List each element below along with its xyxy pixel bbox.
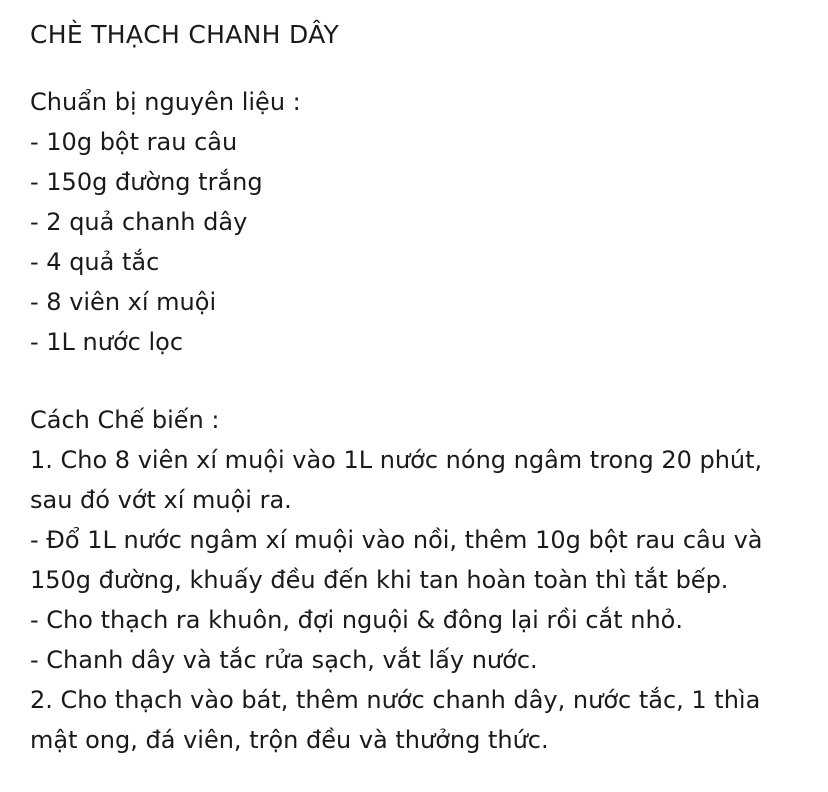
instruction-line: 2. Cho thạch vào bát, thêm nước chanh dây, nước tắc, 1 thìa: [30, 686, 761, 714]
section-spacer: [30, 362, 798, 400]
ingredient-item: - 1L nước lọc: [30, 328, 184, 356]
instruction-line: - Đổ 1L nước ngâm xí muội vào nồi, thêm 10g bột rau câu và: [30, 526, 763, 554]
ingredients-section: [30, 82, 798, 362]
ingredient-item: - 10g bột rau câu: [30, 128, 238, 156]
ingredients-heading: Chuẩn bị nguyên liệu :: [30, 88, 301, 116]
instruction-line: - Chanh dây và tắc rửa sạch, vắt lấy nước.: [30, 646, 538, 674]
instruction-line: 1. Cho 8 viên xí muội vào 1L nước nóng ngâm trong 20 phút,: [30, 446, 763, 474]
instructions-heading: Cách Chế biến :: [30, 406, 220, 434]
instruction-line: - Cho thạch ra khuôn, đợi nguội & đông lại rồi cắt nhỏ.: [30, 606, 683, 634]
instruction-line: 150g đường, khuấy đều đến khi tan hoàn toàn thì tắt bếp.: [30, 566, 729, 594]
instruction-line: sau đó vớt xí muội ra.: [30, 486, 292, 514]
instruction-line: mật ong, đá viên, trộn đều và thưởng thức.: [30, 726, 549, 754]
instructions-section: [30, 400, 798, 760]
page-title: CHÈ THẠCH CHANH DÂY: [30, 20, 340, 49]
ingredient-item: - 4 quả tắc: [30, 248, 160, 276]
ingredient-item: - 2 quả chanh dây: [30, 208, 248, 236]
ingredient-item: - 150g đường trắng: [30, 168, 263, 196]
ingredient-item: - 8 viên xí muội: [30, 288, 217, 316]
